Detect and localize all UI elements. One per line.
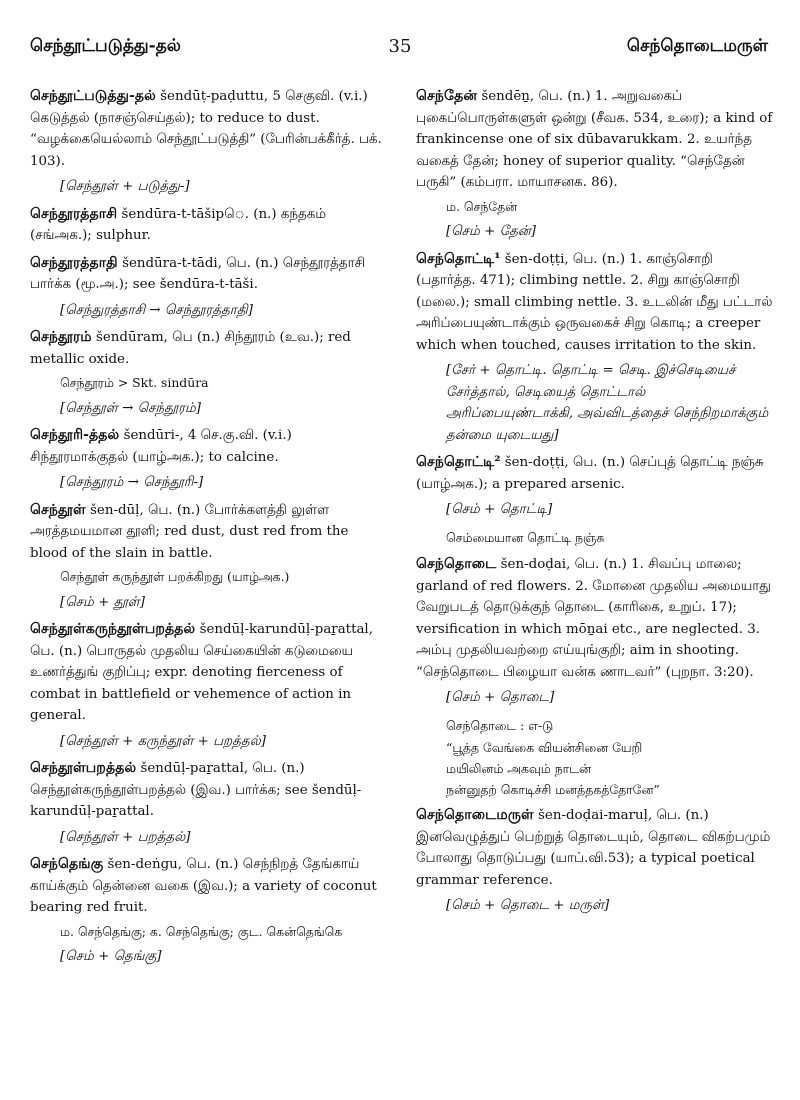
headword: செந்தொட்டி² bbox=[416, 454, 501, 470]
entry-body: šen-doḍai-maruḷ, பெ. (n.) இனவெழுத்துப் பெற்றுத் தொடையும், தொடை விகற்பமும் போலாது தொடுப்பது (யாப்.வி.53); a typical poetical grammar reference. bbox=[416, 808, 771, 888]
running-head-right: செந்தொடைமருள் bbox=[626, 36, 768, 56]
entry-text bbox=[30, 500, 385, 565]
dictionary-entry bbox=[30, 253, 385, 322]
entry-note: செம்மையான தொட்டி நஞ்சு bbox=[446, 529, 605, 545]
dictionary-entry bbox=[416, 452, 774, 548]
entry-text bbox=[30, 86, 385, 172]
entry-text bbox=[30, 253, 385, 296]
dictionary-entry bbox=[416, 554, 774, 799]
entry-body: šen-doṭṭi, பெ. (n.) 1. காஞ்சொறி (பதார்த்த. 471); climbing nettle. 2. சிறு காஞ்சொறி (மலை.); small climbing nettle. 3. உடலின் மீது பட்டால் அரிப்பையுண்டாக்கும் ஒருவகைச் சிறு கொடி; a creeper which when touched, causes irritation to the skin. bbox=[416, 251, 773, 353]
etymology: [செந்தூள் + படுத்து-] bbox=[60, 179, 190, 194]
dictionary-entry bbox=[30, 425, 385, 494]
headword: செந்தூரம் bbox=[30, 329, 92, 345]
etymology: [செம் + தூள்] bbox=[60, 594, 145, 610]
entry-note: செந்தூரம் > Skt. sindūra bbox=[60, 375, 209, 390]
etymology: [செம் + தொட்டி] bbox=[446, 502, 553, 517]
entry-body: šendūṭ-paḍuttu, 5 செகுவி. (v.i.) கெடுத்தல் (நாசஞ்செய்தல்); to reduce to dust. “வழக்கையெல்லாம் செந்தூட்படுத்தி” (பேரின்பக்கீர்த். பக். 103). bbox=[30, 89, 382, 169]
entry-body: šendūḷ-karundūḷ-paṟattal, பெ. (n.) பொருதல் முதலிய செய்கையின் கடுமையை உணர்த்துங் குறிப்பு; expr. denoting fierceness of combat in battlefield or vehemence of action in general. bbox=[30, 622, 373, 723]
entry-text bbox=[416, 249, 774, 357]
headword: செந்தூட்படுத்து-தல் bbox=[30, 88, 156, 104]
etymology: [செந்தூரம் → செந்தூரி-] bbox=[60, 475, 204, 490]
dictionary-entry bbox=[30, 854, 385, 968]
headword: செந்தூரத்தாசி bbox=[30, 205, 118, 222]
entry-body: šendūri-, 4 செ.கு.வி. (v.i.) சிந்தூரமாக்குதல் (யாழ்அக.); to calcine. bbox=[30, 428, 292, 465]
entry-body: šendūra-t-tādi, பெ. (n.) செந்தூரத்தாசி பார்க்க (மூ.அ.); see šendūra-t-tāši. bbox=[30, 255, 366, 292]
headword: செந்தேன் bbox=[416, 88, 478, 104]
headword: செந்தூள் bbox=[30, 501, 86, 518]
dictionary-entry bbox=[30, 619, 385, 752]
entry-text bbox=[416, 452, 774, 495]
left-column bbox=[30, 86, 385, 974]
running-head-left: செந்தூட்படுத்து-தல் bbox=[30, 36, 181, 56]
page-number: 35 bbox=[388, 36, 412, 57]
entry-note: செந்தூள் கருந்தூள் பறக்கிறது (யாழ்அக.) bbox=[60, 569, 290, 584]
dictionary-entry bbox=[30, 500, 385, 614]
entry-text bbox=[416, 805, 774, 891]
quote-line: மயிலினம் அகவும் நாடன் bbox=[446, 761, 591, 776]
entry-body: šendēṉ, பெ. (n.) 1. அறுவகைப் புகைப்பொருள்களுள் ஒன்று (சீவக. 534, உரை); a kind of frankincense one of six dūbavarukkam. 2. உயர்ந்த வகைத் தேன்; honey of superior quality. “செந்தேன் பருகி” (கம்பரா. மாயாசனக. 86). bbox=[416, 89, 773, 190]
entry-note: செந்தொடை : எ-டு bbox=[446, 717, 554, 733]
entry-body: šen-deṅgu, பெ. (n.) செந்நிறத் தேங்காய் காய்க்கும் தென்னை வகை (இவ.); a variety of coconut bearing red fruit. bbox=[30, 857, 377, 915]
entry-text bbox=[30, 619, 385, 727]
etymology: [செம் + தொடை] bbox=[446, 690, 555, 705]
etymology: [செந்தூள் → செந்தூரம்] bbox=[60, 400, 202, 416]
dictionary-entry bbox=[416, 249, 774, 447]
etymology: [செந்தூள் + கருந்தூள் + பறத்தல்] bbox=[60, 733, 266, 749]
etymology: [செம் + தொடை + மருள்] bbox=[446, 898, 610, 913]
dictionary-entry bbox=[30, 204, 385, 247]
entry-note: ம. செந்தெங்கு; க. செந்தெங்கு; குட. கென்தெங்கெ bbox=[60, 923, 343, 939]
dictionary-entry bbox=[30, 758, 385, 848]
etymology: [சேர் + தொட்டி. தொட்டி = செடி. இச்செடியைச் சேர்த்தால், செடியைத் தொட்டால் அரிப்பையுண்டாக்கி, அவ்விடத்தைச் செந்நிறமாக்கும் தன்மை யுடையது] bbox=[446, 363, 769, 443]
entry-text bbox=[30, 425, 385, 468]
right-column bbox=[416, 86, 774, 923]
dictionary-entry bbox=[30, 86, 385, 198]
dictionary-entry bbox=[416, 805, 774, 917]
entry-text bbox=[30, 758, 385, 823]
entry-text bbox=[416, 554, 774, 683]
entry-text bbox=[30, 327, 385, 370]
entry-note: ம. செந்தேன் bbox=[446, 198, 518, 214]
headword: செந்தொட்டி¹ bbox=[416, 250, 501, 267]
headword: செந்தூரி-த்தல் bbox=[30, 427, 120, 443]
entry-body: šen-doḍai, பெ. (n.) 1. சிவப்பு மாலை; garland of red flowers. 2. மோனை முதலிய அமையாது வேறுபடத் தொடுக்குந் தொடை (காரிகை, உறுப். 17); versification in which mōṉai etc., are neglected. 3. அம்பு முதலியவற்றை எய்யுங்குறி; aim in shooting. “செந்தொடை பிழையா வன்க ணாடவர்” (புறநா. 3:20). bbox=[416, 557, 771, 680]
etymology: [செந்துரத்தாசி → செந்தூரத்தாதி] bbox=[60, 302, 253, 318]
entry-body: šendūḷ-paṟattal, பெ. (n.) செந்தூள்கருந்தூள்பறத்தல் (இவ.) பார்க்க; see šendūḷ-karundūḷ-paṟattal. bbox=[30, 761, 362, 819]
entry-body: šen-dūḷ, பெ. (n.) போர்க்களத்தி லுள்ள அரத்தமயமான தூளி; red dust, dust red from the blood of the slain in battle. bbox=[30, 502, 349, 561]
headword: செந்தொடைமருள் bbox=[416, 807, 534, 823]
entry-text bbox=[416, 86, 774, 194]
entry-body: šendūram, பெ (n.) சிந்தூரம் (உவ.); red metallic oxide. bbox=[30, 330, 351, 367]
entry-body: šen-doṭṭi, பெ. (n.) செப்புத் தொட்டி நஞ்சு (யாழ்அக.); a prepared arsenic. bbox=[416, 455, 764, 492]
headword: செந்தொடை bbox=[416, 556, 497, 572]
quote-line: நன்னுதற் கொடிச்சி மனத்தகத்தோனே” bbox=[446, 782, 660, 797]
dictionary-entry bbox=[416, 86, 774, 243]
etymology: [செந்தூள் + பறத்தல்] bbox=[60, 829, 191, 845]
entry-body: šendūra-t-tāšipெ. (n.) கந்தகம் (சங்அக.); sulphur. bbox=[30, 206, 327, 243]
etymology: [செம் + தேன்] bbox=[446, 224, 537, 239]
headword: செந்தெங்கு bbox=[30, 856, 104, 872]
headword: செந்தூரத்தாதி bbox=[30, 254, 118, 271]
entry-text bbox=[30, 854, 385, 919]
entry-text bbox=[30, 204, 385, 247]
dictionary-entry bbox=[30, 327, 385, 419]
headword: செந்தூள்பறத்தல் bbox=[30, 760, 137, 776]
quote-line: “பூத்த வேங்கை வியன்சினை யேறி bbox=[446, 740, 643, 755]
headword: செந்தூள்கருந்தூள்பறத்தல் bbox=[30, 621, 196, 637]
etymology: [செம் + தெங்கு] bbox=[60, 949, 162, 964]
